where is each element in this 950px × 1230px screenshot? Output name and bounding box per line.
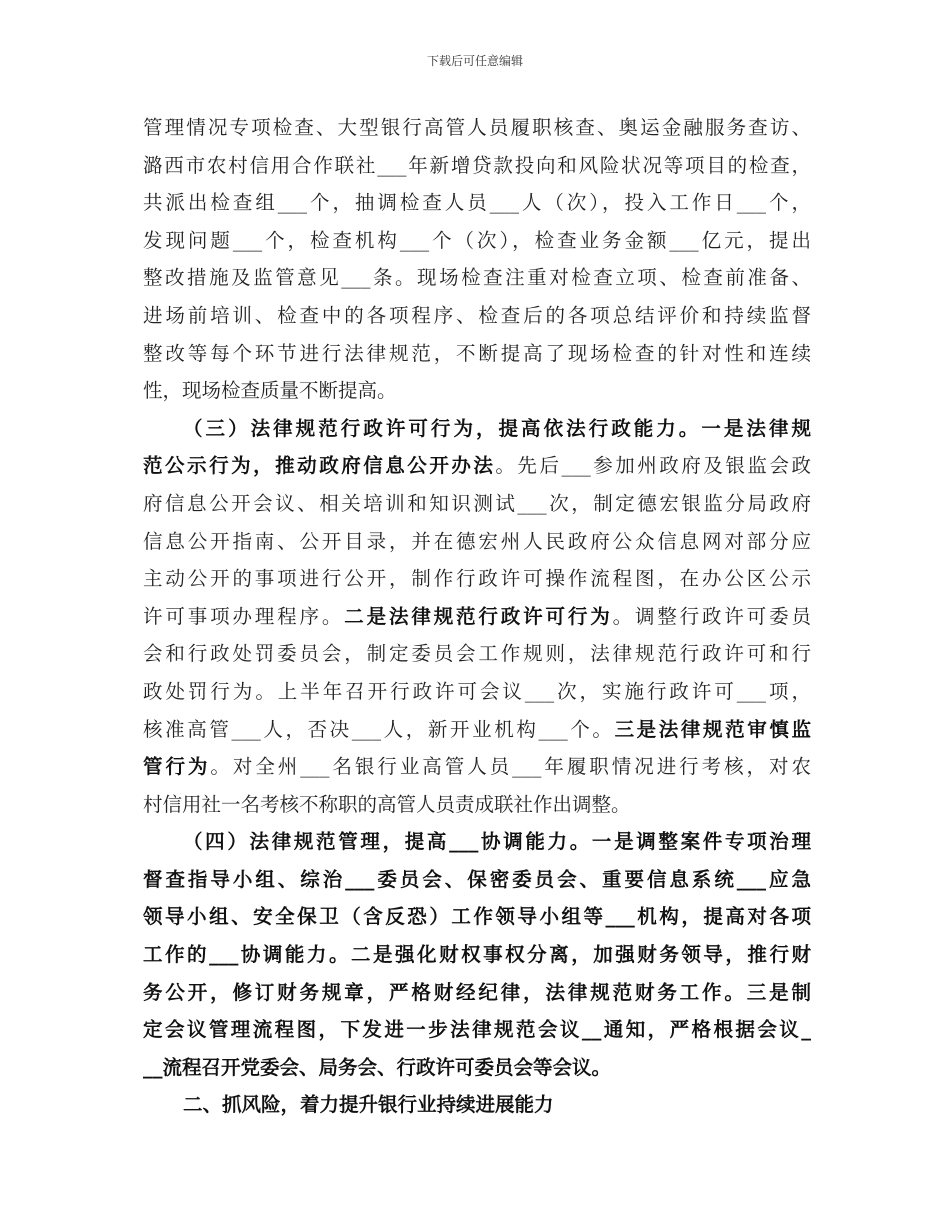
text-segment: 共派出检查组___个，抽调检查人员___人（次），投入工作日___个，: [143, 191, 811, 215]
text-line: [143, 786, 811, 824]
text-segment: 。对全州___名银行业高管人员___年履职情况进行考核，对农: [210, 755, 811, 779]
text-line: [143, 372, 811, 410]
text-segment: 管理情况专项检查、大型银行高管人员履职核查、奥运金融服务查访、: [143, 116, 811, 139]
text-segment: 潞西市农村信用合作联社___年新增贷款投向和风险状况等项目的检查，: [143, 153, 811, 177]
text-line: [143, 635, 811, 673]
document-body: [143, 109, 811, 1124]
text-line: [143, 485, 811, 523]
text-line: [143, 447, 811, 485]
text-segment: 。调整行政许可委员: [612, 604, 811, 628]
text-line: [143, 598, 811, 636]
text-line: [143, 297, 811, 335]
text-line: [143, 222, 811, 260]
text-line: [143, 147, 811, 185]
bold-text-segment: 三是法律规范审慎监: [614, 717, 811, 741]
text-line: [143, 259, 811, 297]
bold-text-segment: 定会议管理流程图，下发进一步法律规范会议__通知，严格根据会议_: [143, 1018, 811, 1042]
section-heading-4: [143, 823, 811, 861]
text-segment: 许可事项办理程序。: [143, 604, 345, 628]
text-segment: 整改措施及监管意见___条。现场检查注重对检查立项、检查前准备、: [143, 266, 811, 290]
text-segment: 会和行政处罚委员会，制定委员会工作规则，法律规范行政许可和行: [143, 642, 811, 666]
text-line: [143, 673, 811, 711]
text-segment: 整改等每个环节进行法律规范，不断提高了现场检查的针对性和连续: [143, 341, 811, 365]
bold-text-segment: __流程召开党委会、局务会、行政许可委员会等会议。: [143, 1055, 612, 1079]
text-line: [143, 748, 811, 786]
text-segment: 发现问题___个，检查机构___个（次），检查业务金额___亿元，提出: [143, 228, 811, 252]
text-line: [143, 335, 811, 373]
section-heading-3: [143, 410, 811, 448]
text-segment: 主动公开的事项进行公开，制作行政许可操作流程图，在办公区公示: [143, 567, 811, 591]
bold-text-segment: 二、抓风险，着力提升银行业持续进展能力: [183, 1093, 554, 1117]
text-segment: 性，现场检查质量不断提高。: [143, 379, 397, 403]
text-line: [143, 898, 811, 936]
bold-text-segment: 领导小组、安全保卫（含反恐）工作领导小组等___机构，提高对各项: [143, 905, 811, 929]
bold-text-segment: 务公开，修订财务规章，严格财经纪律，法律规范财务工作。三是制: [143, 980, 811, 1004]
text-line: [143, 184, 811, 222]
page-header: 下载后可任意编辑: [426, 54, 523, 68]
text-line: [143, 1011, 811, 1049]
bold-text-segment: 范公示行为，推动政府信息公开办法: [143, 454, 496, 478]
text-segment: 府信息公开会议、相关培训和知识测试___次，制定德宏银监分局政府: [143, 491, 811, 515]
text-line: [143, 109, 811, 147]
bold-text-segment: 管行为: [143, 755, 211, 779]
bold-text-segment: 二是法律规范行政许可行为: [344, 604, 613, 628]
text-line: [143, 560, 811, 598]
section-heading-2: [143, 1086, 811, 1124]
text-line: [143, 861, 811, 899]
text-line: [143, 523, 811, 561]
text-segment: 村信用社一名考核不称职的高管人员责成联社作出调整。: [143, 792, 631, 816]
text-line: [143, 974, 811, 1012]
text-line: [143, 1049, 811, 1087]
text-segment: 政处罚行为。上半年召开行政许可会议___次，实施行政许可___项，: [143, 679, 811, 703]
bold-text-segment: （四）法律规范管理，提高___协调能力。一是调整案件专项治理: [183, 830, 811, 854]
bold-text-segment: 督查指导小组、综治___委员会、保密委员会、重要信息系统___应急: [143, 867, 811, 891]
bold-text-segment: 工作的___协调能力。二是强化财权事权分离，加强财务领导，推行财: [143, 943, 811, 967]
text-line: [143, 936, 811, 974]
text-segment: 信息公开指南、公开目录，并在德宏州人民政府公众信息网对部分应: [143, 529, 811, 553]
text-segment: 进场前培训、检查中的各项程序、检查后的各项总结评价和持续监督: [143, 303, 811, 327]
bold-text-segment: （三）法律规范行政许可行为，提高依法行政能力。一是法律规: [183, 416, 811, 440]
text-line: [143, 711, 811, 749]
text-segment: 。先后___参加州政府及银监会政: [495, 454, 811, 478]
text-segment: 核准高管___人，否决___人，新开业机构___个。: [143, 717, 615, 741]
